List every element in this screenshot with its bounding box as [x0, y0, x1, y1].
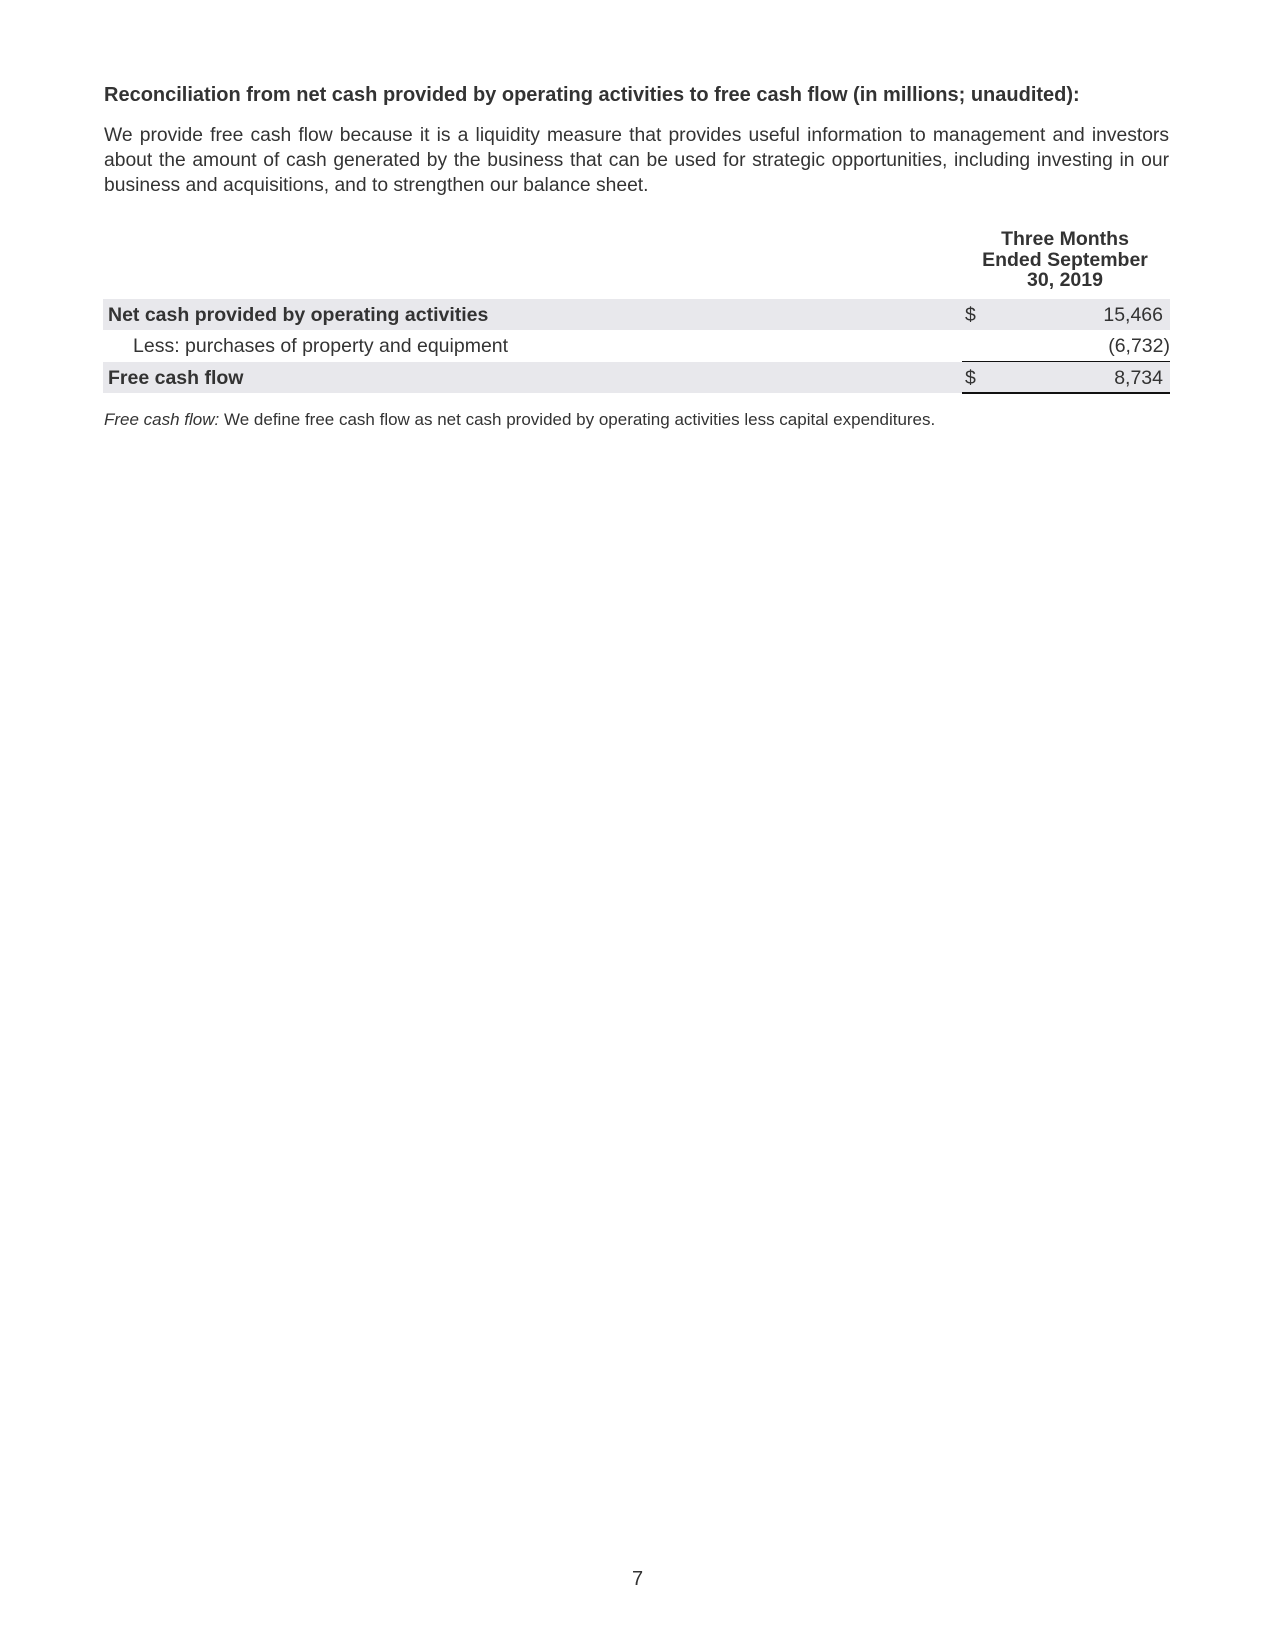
- table-row-free-cash-flow: [103, 362, 1170, 393]
- row-value: 8,734: [1114, 367, 1163, 389]
- intro-paragraph: We provide free cash flow because it is a liquidity measure that provides useful information to management and investors about the amount of cash generated by the business that can be used for strategic opportunities, including investing in our business and acquisitions, and to strengthen our balance sheet.: [104, 125, 1169, 196]
- currency-symbol: $: [965, 304, 976, 326]
- column-header-line: Three Months: [1001, 228, 1129, 250]
- page-number: 7: [631, 1568, 644, 1590]
- total-rule: [962, 392, 1170, 394]
- table-row-capex: [103, 330, 1170, 361]
- column-header: [965, 229, 1165, 291]
- currency-symbol: $: [965, 367, 976, 389]
- column-header-line: Ended September: [982, 248, 1148, 271]
- table-row-operating-cash: [103, 299, 1170, 330]
- row-label: Net cash provided by operating activities: [108, 304, 489, 326]
- section-heading: Reconciliation from net cash provided by operating activities to free cash flow (in millions; unaudited):: [104, 84, 1080, 106]
- row-value: (6,732): [1108, 335, 1170, 357]
- footnote: [104, 410, 935, 430]
- column-header-line: 30, 2019: [1027, 269, 1103, 291]
- row-label: Less: purchases of property and equipment: [133, 335, 509, 357]
- row-label: Free cash flow: [108, 367, 244, 389]
- footnote-term: Free cash flow:: [104, 410, 220, 429]
- footnote-text: We define free cash flow as net cash provided by operating activities less capital expenditures.: [219, 410, 936, 429]
- row-value: 15,466: [1103, 304, 1163, 326]
